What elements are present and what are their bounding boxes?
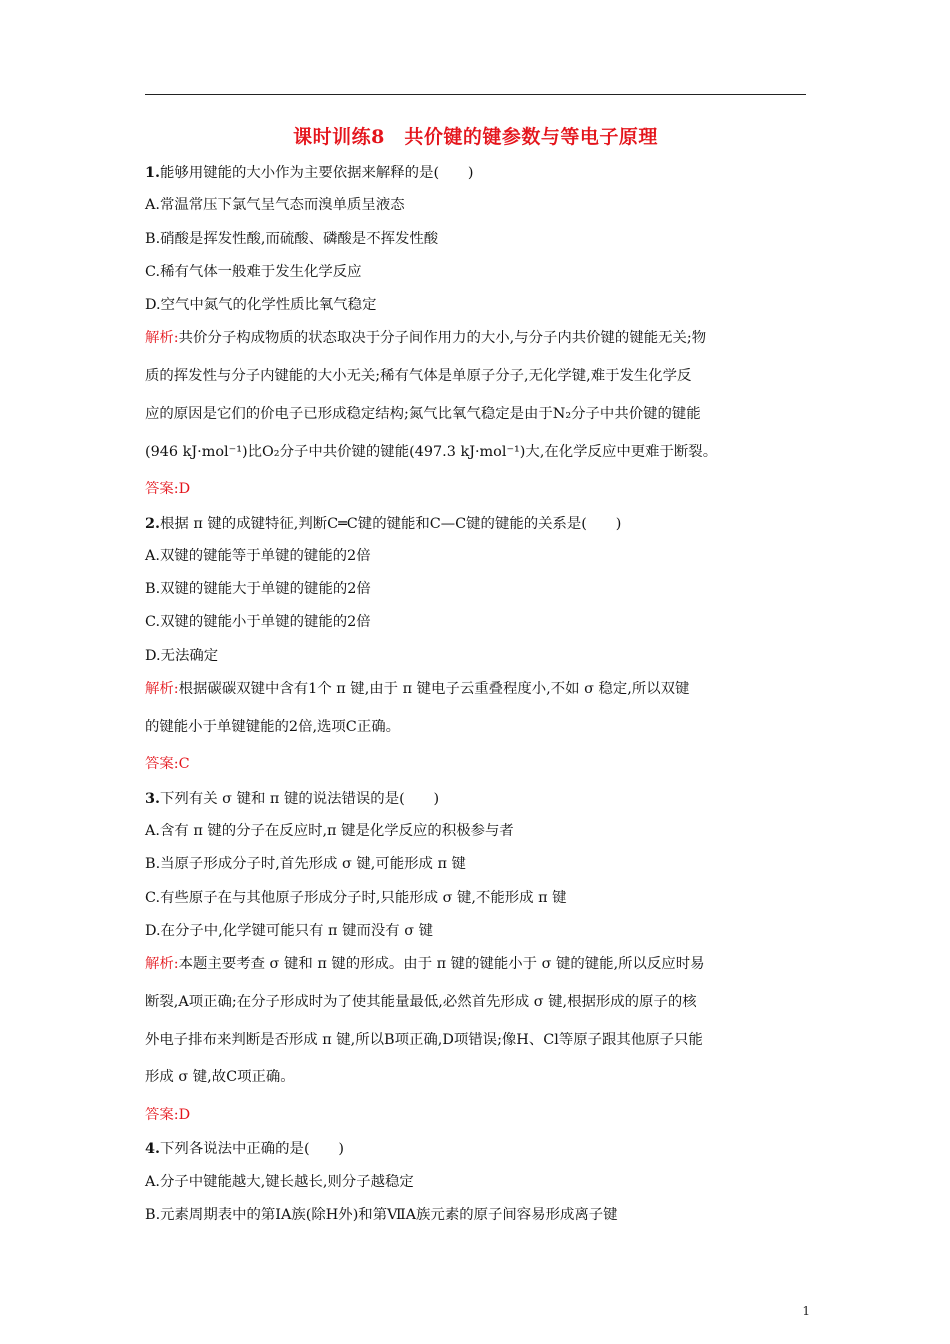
option-c: C.稀有气体一般难于发生化学反应 [145,263,362,280]
question-number: 4. [145,1140,161,1158]
question-text: 能够用键能的大小作为主要依据来解释的是( ) [160,165,474,181]
option-c: C.双键的键能小于单键的键能的2倍 [145,614,371,631]
analysis-line [145,326,807,364]
question-number: 2. [145,514,161,532]
question-stem [145,786,807,819]
option-d: D.在分子中,化学键可能只有 π 键而没有 σ 键 [145,922,434,939]
header-rule [145,94,806,95]
option-a: A.分子中键能越大,键长越长,则分子越稳定 [145,1173,414,1190]
analysis-line [145,677,807,715]
analysis-text: 本题主要考查 σ 键和 π 键的形成。由于 π 键的键能小于 σ 键的键能,所以反应时易 [178,956,705,973]
option-a: A.双键的键能等于单键的键能的2倍 [145,547,371,564]
answer: 答案:D [145,1106,191,1123]
analysis-line: 的键能小于单键键能的2倍,选项C正确。 [145,718,400,735]
analysis-line: 断裂,A项正确;在分子形成时为了使其能量最低,必然首先形成 σ 键,根据形成的原子的核 [145,993,697,1010]
question-stem [145,1136,807,1169]
analysis-label: 解析: [145,956,179,973]
analysis-line: 外电子排布来判断是否形成 π 键,所以B项正确,D项错误;像H、Cl等原子跟其他原子只能 [145,1031,703,1048]
answer: 答案:D [145,481,191,498]
question-list [145,160,807,1236]
analysis-text: 共价分子构成物质的状态取决于分子间作用力的大小,与分子内共价键的键能无关;物 [178,330,707,347]
analysis-line: 应的原因是它们的价电子已形成稳定结构;氮气比氧气稳定是由于N₂分子中共价键的键能 [145,405,701,422]
page-number: 1 [802,1304,810,1318]
question-text: 根据 π 键的成键特征,判断C═C键的键能和C—C键的键能的关系是( ) [160,515,622,532]
option-b: B.当原子形成分子时,首先形成 σ 键,可能形成 π 键 [145,856,466,873]
analysis-line: (946 kJ·mol⁻¹)比O₂分子中共价键的键能(497.3 kJ·mol⁻¹)大,在化学反应中更难于断裂。 [145,443,718,460]
analysis-line: 质的挥发性与分子内键能的大小无关;稀有气体是单原子分子,无化学键,难于发生化学反 [145,368,692,385]
option-a: A.含有 π 键的分子在反应时,π 键是化学反应的积极参与者 [145,822,514,839]
analysis-line: 形成 σ 键,故C项正确。 [145,1069,295,1086]
analysis-text: 根据碳碳双键中含有1个 π 键,由于 π 键电子云重叠程度小,不如 σ 稳定,所以双键 [178,681,690,698]
option-b: B.元素周期表中的第ⅠA族(除H外)和第ⅦA族元素的原子间容易形成离子键 [145,1206,618,1223]
answer: 答案:C [145,756,190,773]
option-d: D.空气中氮气的化学性质比氧气稳定 [145,297,377,314]
question-stem [145,511,807,544]
option-d: D.无法确定 [145,647,219,664]
page-title: 课时训练8 共价键的键参数与等电子原理 [293,126,658,148]
question-text: 下列各说法中正确的是( ) [160,1141,344,1158]
analysis-line [145,952,807,990]
analysis-label: 解析: [145,330,179,347]
question-text: 下列有关 σ 键和 π 键的说法错误的是( ) [160,790,440,807]
option-b: B.双键的键能大于单键的键能的2倍 [145,581,371,598]
question-number: 1. [145,164,161,181]
option-a: A.常温常压下氯气呈气态而溴单质呈液态 [145,197,405,214]
option-b: B.硝酸是挥发性酸,而硫酸、磷酸是不挥发性酸 [145,230,439,247]
question-number: 3. [145,789,161,807]
analysis-label: 解析: [145,681,179,698]
question-stem [145,160,807,193]
option-c: C.有些原子在与其他原子形成分子时,只能形成 σ 键,不能形成 π 键 [145,889,567,906]
